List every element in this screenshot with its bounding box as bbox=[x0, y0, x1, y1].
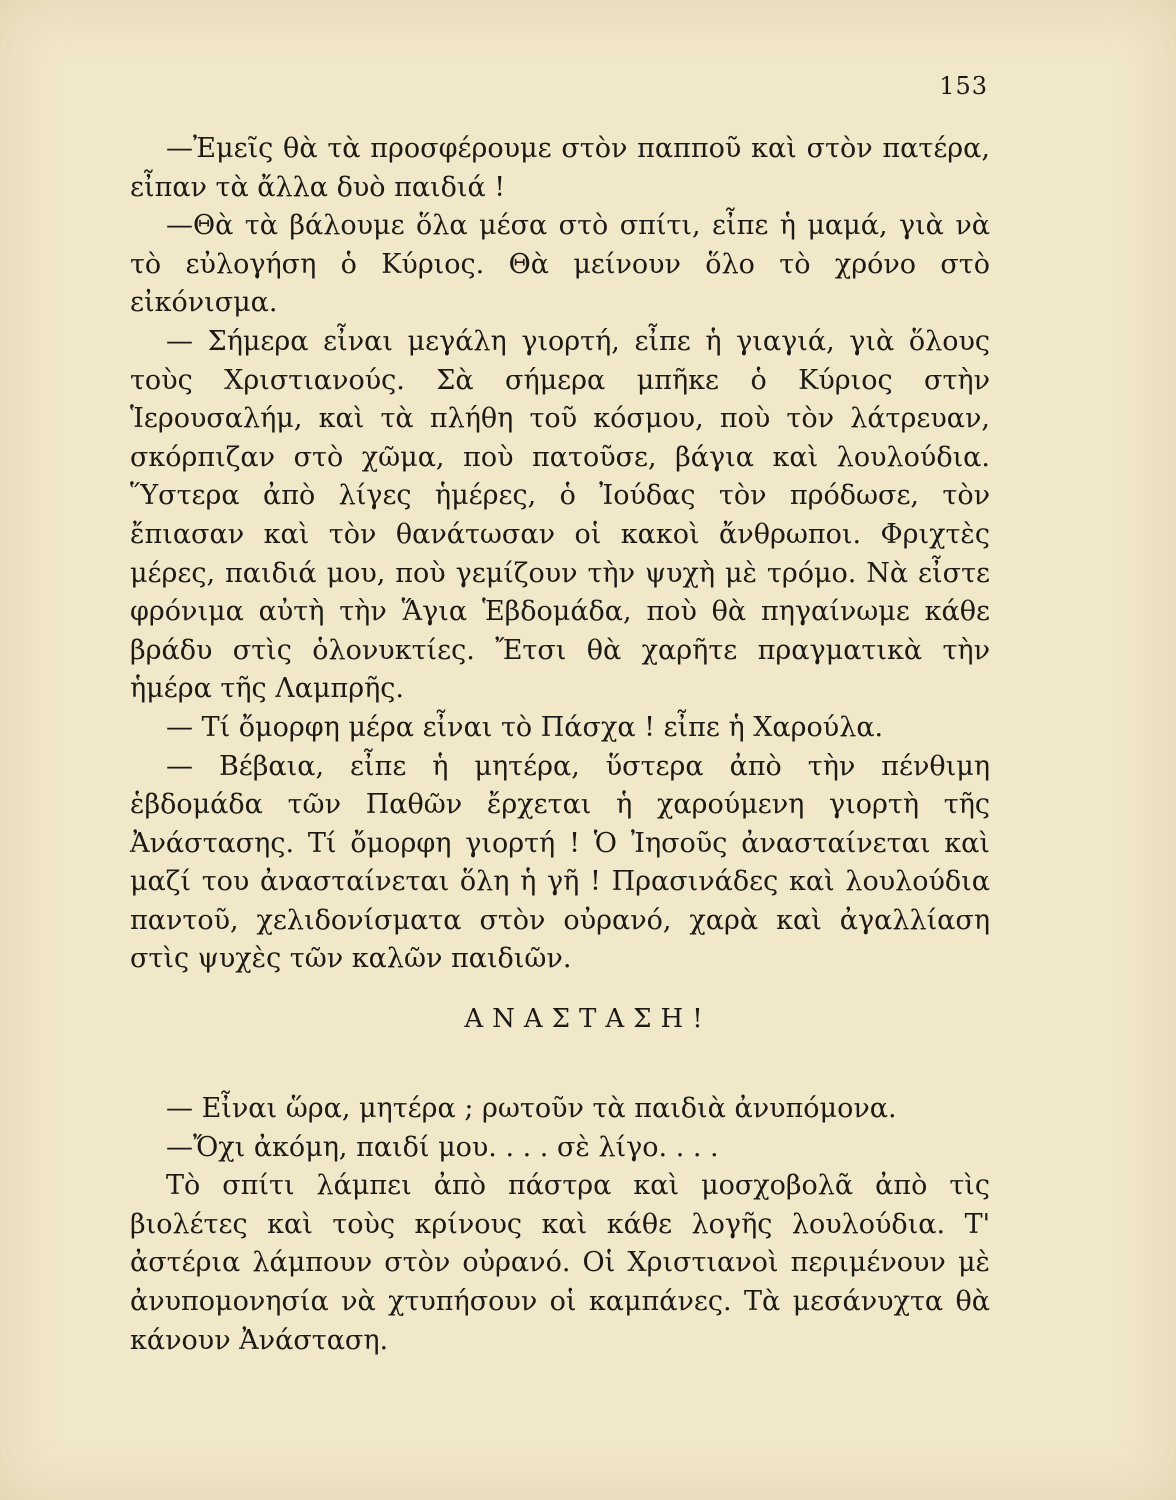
section-2-text bbox=[130, 1090, 990, 1360]
paragraph-1: —Ἐμεῖς θὰ τὰ προσφέρουμε στὸν παπποῦ καὶ στὸν πατέρα, εἶπαν τὰ ἄλλα δυὸ παιδιά ! bbox=[130, 133, 990, 203]
paragraph-6: — Εἶναι ὥρα, μητέρα ; ρωτοῦν τὰ παιδιὰ ἀνυπόμονα. bbox=[166, 1093, 897, 1124]
paragraph-2: —Θὰ τὰ βάλουμε ὅλα μέσα στὸ σπίτι, εἶπε ἡ μαμά, γιὰ νὰ τὸ εὐλογήση ὁ Κύριος. Θὰ μείνουν ὅλο τὸ χρόνο στὸ εἰκόνισμα. bbox=[130, 210, 990, 319]
paragraph-5: — Βέβαια, εἶπε ἡ μητέρα, ὕστερα ἀπὸ τὴν πένθιμη ἑβδομάδα τῶν Παθῶν ἔρχεται ἡ χαρούμενη γιορτὴ τῆς Ἀνάστασης. Τί ὄμορφη γιορτή ! Ὁ Ἰησοῦς ἀνασταίνεται καὶ μαζί του ἀνασταίνεται ὅλη ἡ γῆ ! Πρασινάδες καὶ λουλούδια παντοῦ, χελιδονίσματα στὸν οὐρανό, χαρὰ καὶ ἀγαλλίαση στὶς ψυχὲς τῶν καλῶν παιδιῶν. bbox=[130, 750, 990, 975]
section-heading: ΑΝΑΣΤΑΣΗ! bbox=[464, 1004, 712, 1034]
paragraph-7: —Ὄχι ἀκόμη, παιδί μου. . . . σὲ λίγο. . . . bbox=[166, 1131, 719, 1163]
page-number: 153 bbox=[939, 72, 988, 100]
paragraph-4: — Τί ὄμορφη μέρα εἶναι τὸ Πάσχα ! εἶπε ἡ Χαρούλα. bbox=[166, 711, 884, 743]
paragraph-3: — Σήμερα εἶναι μεγάλη γιορτή, εἶπε ἡ γιαγιά, γιὰ ὅλους τοὺς Χριστιανούς. Σὰ σήμερα μπῆκε ὁ Κύριος στὴν Ἱερουσαλήμ, καὶ τὰ πλήθη τοῦ κόσμου, ποὺ τὸν λάτρευαν, σκόρπιζαν στὸ χῶμα, ποὺ πατοῦσε, βάγια καὶ λουλούδια. Ὕστερα ἀπὸ λίγες ἡμέρες, ὁ Ἰούδας τὸν πρόδωσε, τὸν ἔπιασαν καὶ τὸν θανάτωσαν οἱ κακοὶ ἄνθρωποι. Φριχτὲς μέρες, παιδιά μου, ποὺ γεμίζουν τὴν ψυχὴ μὲ τρόμο. Νὰ εἶστε φρόνιμα αὐτὴ τὴν Ἅγια Ἑβδομάδα, ποὺ θὰ πηγαίνωμε κάθε βράδυ στὶς ὁλονυκτίες. Ἔτσι θὰ χαρῆτε πραγματικὰ τὴν ἡμέρα τῆς Λαμπρῆς. bbox=[130, 325, 990, 705]
section-1-text bbox=[130, 130, 990, 979]
paragraph-8: Τὸ σπίτι λάμπει ἀπὸ πάστρα καὶ μοσχοβολᾶ ἀπὸ τὶς βιολέτες καὶ τοὺς κρίνους καὶ κάθε λογῆς λουλούδια. Τ' ἀστέρια λάμπουν στὸν οὐρανό. Οἱ Χριστιανοὶ περιμένουν μὲ ἀνυπομονησία νὰ χτυπήσουν οἱ καμπάνες. Τὰ μεσάνυχτα θὰ κάνουν Ἀνάσταση. bbox=[130, 1170, 990, 1356]
